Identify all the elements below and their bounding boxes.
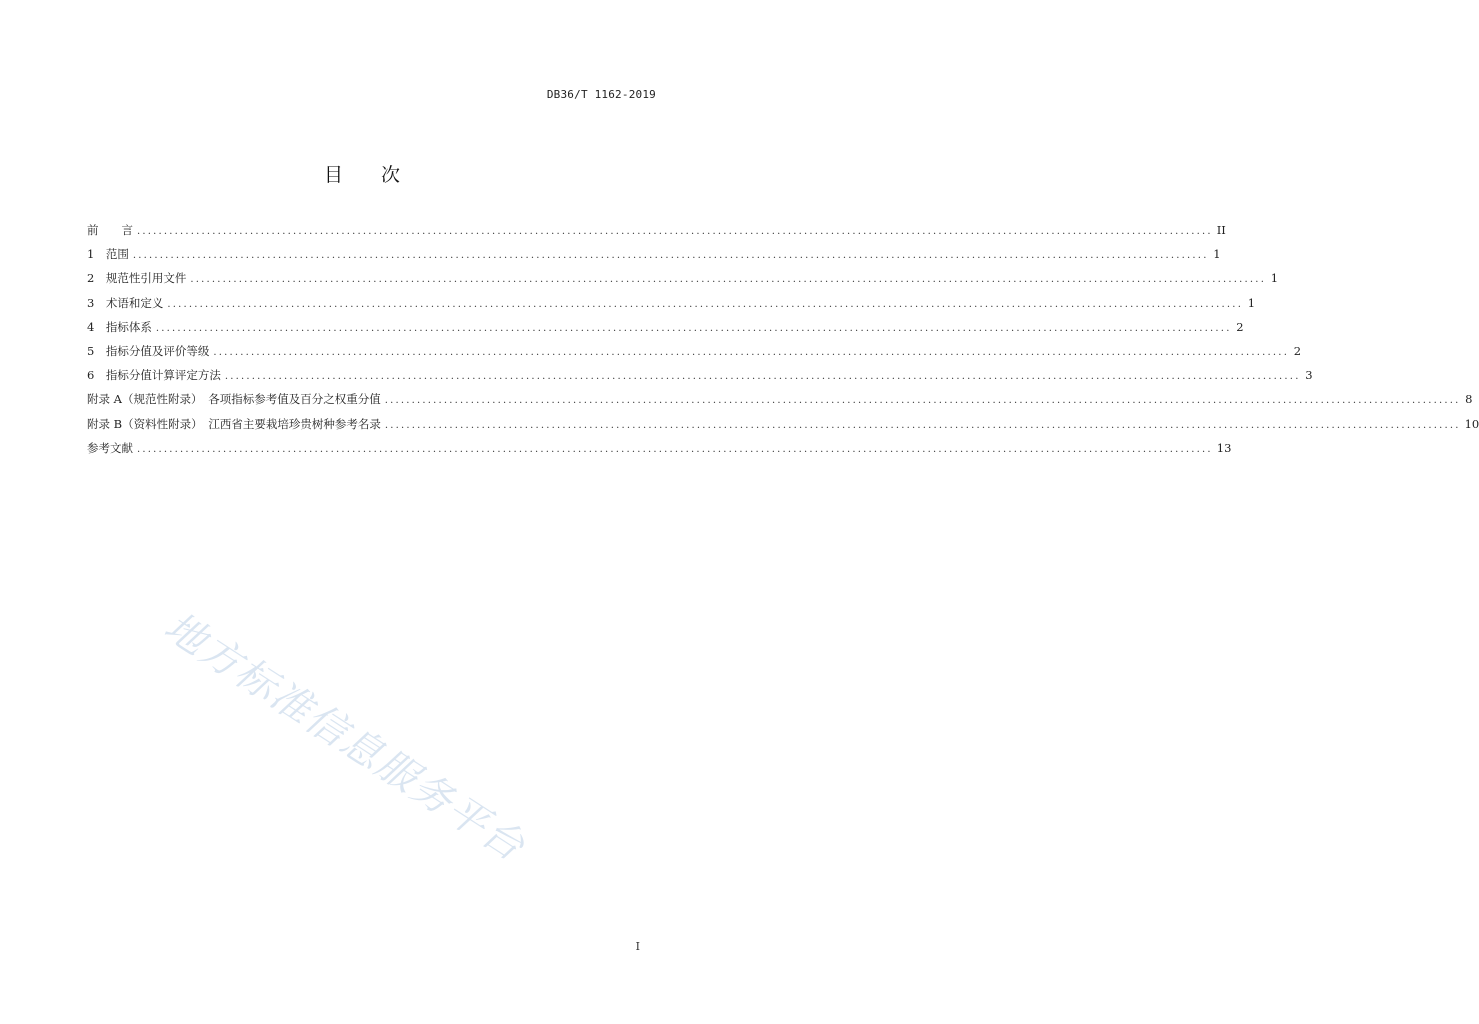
toc-leader-dots: ........................................................................................................................................................................................................ bbox=[384, 419, 1461, 431]
toc-leader-dots: ........................................................................................................................................................................................................ bbox=[224, 371, 1301, 383]
toc-entry-page: 1 bbox=[1270, 271, 1279, 286]
toc-entry-page: 1 bbox=[1247, 295, 1256, 310]
toc-leader-dots: ........................................................................................................................................................................................................ bbox=[213, 346, 1290, 358]
toc-entry-page: II bbox=[1216, 223, 1226, 237]
page-number: I bbox=[635, 940, 640, 953]
page-title bbox=[0, 160, 724, 187]
toc-entry-page: 2 bbox=[1293, 343, 1302, 358]
toc-entry[interactable] bbox=[87, 242, 1221, 266]
toc-entry-label: 6 指标分值计算评定方法 bbox=[87, 368, 221, 383]
toc-entry[interactable] bbox=[87, 387, 1473, 411]
toc-entry-page: 3 bbox=[1305, 368, 1313, 383]
toc-entry[interactable] bbox=[87, 363, 1313, 387]
toc-leader-dots: ........................................................................................................................................................................................................ bbox=[155, 322, 1232, 334]
toc-leader-dots: ........................................................................................................................................................................................................ bbox=[190, 274, 1267, 286]
watermark: 地方标准信息服务平台 bbox=[156, 603, 534, 871]
toc-entry-page: 10 bbox=[1464, 416, 1479, 431]
toc-entry-label: 附录 A（规范性附录） 各项指标参考值及百分之权重分值 bbox=[87, 392, 381, 407]
toc-entry-label: 附录 B（资料性附录） 江西省主要栽培珍贵树种参考名录 bbox=[87, 416, 381, 431]
title-char-right: 次 bbox=[381, 164, 401, 186]
toc-entry-page: 8 bbox=[1465, 392, 1473, 407]
toc-leader-dots: ........................................................................................................................................................................................................ bbox=[137, 443, 1213, 455]
table-of-contents bbox=[87, 218, 1479, 460]
toc-entry-label: 3 术语和定义 bbox=[87, 295, 164, 310]
toc-entry-page: 2 bbox=[1236, 319, 1244, 334]
toc-entry-page: 13 bbox=[1216, 440, 1232, 455]
toc-leader-dots: ........................................................................................................................................................................................................ bbox=[132, 250, 1209, 262]
toc-entry-label: 前 言 bbox=[87, 223, 133, 237]
toc-entry[interactable] bbox=[87, 436, 1232, 460]
toc-entry-label: 1 范围 bbox=[87, 247, 129, 262]
toc-leader-dots: ........................................................................................................................................................................................................ bbox=[137, 226, 1213, 237]
toc-entry-label: 2 规范性引用文件 bbox=[87, 271, 187, 286]
toc-entry-page: 1 bbox=[1213, 247, 1221, 262]
toc-entry-label: 参考文献 bbox=[87, 440, 133, 455]
title-char-left: 目 bbox=[323, 164, 343, 186]
toc-entry-label: 4 指标体系 bbox=[87, 319, 152, 334]
toc-entry[interactable] bbox=[87, 339, 1302, 363]
toc-entry[interactable] bbox=[87, 266, 1279, 290]
toc-leader-dots: ........................................................................................................................................................................................................ bbox=[167, 298, 1244, 310]
document-code: DB36/T 1162-2019 bbox=[546, 88, 656, 101]
toc-leader-dots: ........................................................................................................................................................................................................ bbox=[384, 395, 1461, 407]
toc-entry[interactable] bbox=[87, 315, 1244, 339]
toc-entry[interactable] bbox=[87, 412, 1479, 436]
toc-entry[interactable] bbox=[87, 218, 1226, 242]
toc-entry[interactable] bbox=[87, 291, 1256, 315]
toc-entry-label: 5 指标分值及评价等级 bbox=[87, 343, 210, 358]
